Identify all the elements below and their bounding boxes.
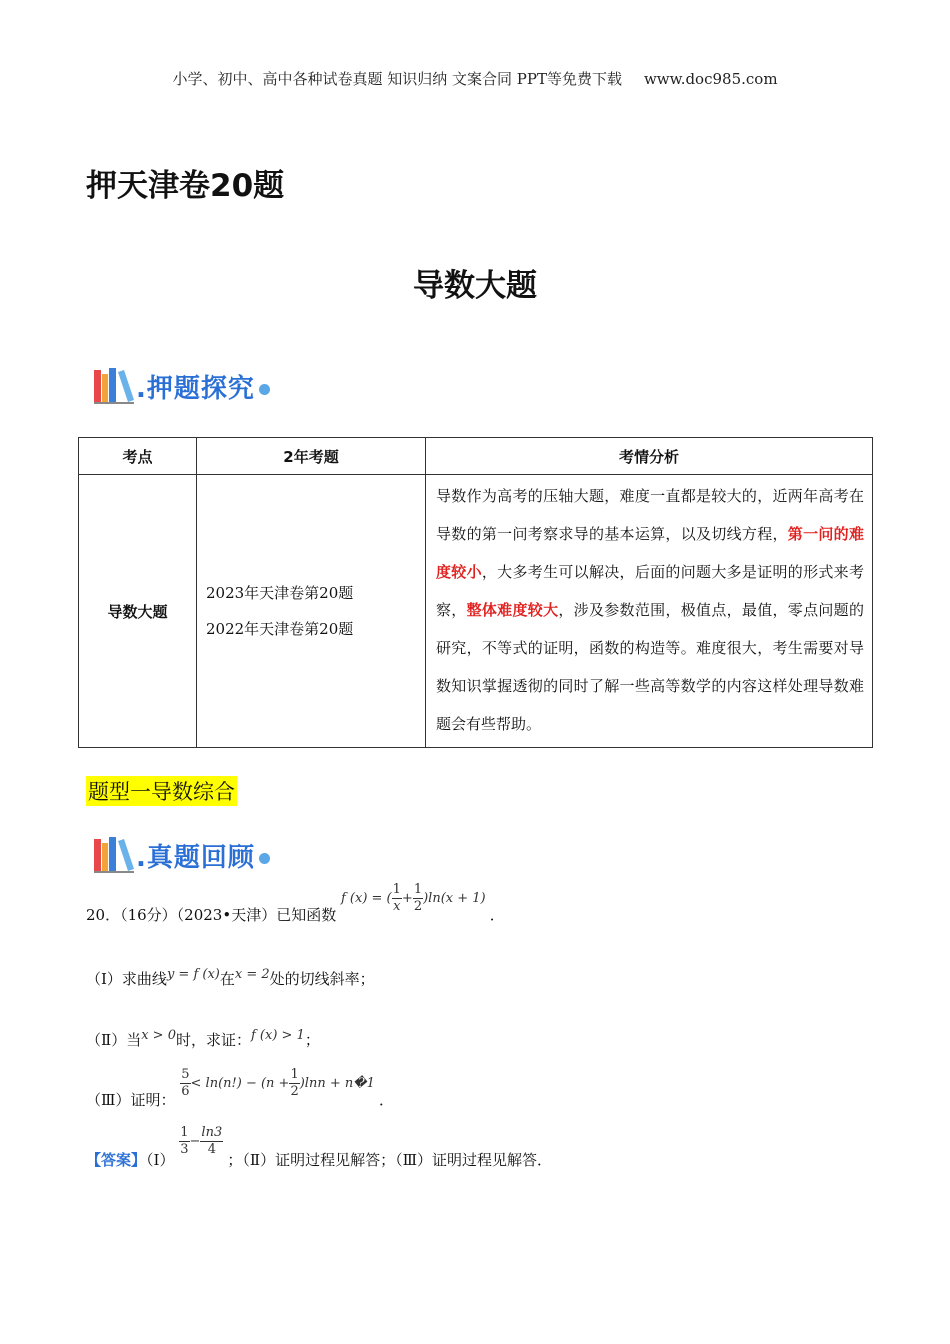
part-3 xyxy=(86,1067,394,1110)
col-header-analysis: 考情分析 xyxy=(426,438,873,475)
part-1-text: 处的切线斜率； xyxy=(269,970,375,988)
table-header-row xyxy=(79,438,873,475)
frac-den: 4 xyxy=(207,1142,216,1157)
frac-den: 2 xyxy=(290,1084,299,1099)
sub-title: 导数大题 xyxy=(413,268,537,304)
cell-point: 导数大题 xyxy=(79,475,197,748)
answer-line xyxy=(86,1125,553,1170)
fraction xyxy=(289,1067,299,1100)
part-2-math: x > 0 xyxy=(141,1028,176,1043)
formula-part: + xyxy=(401,891,413,906)
main-title: 押天津卷20题 xyxy=(86,168,285,204)
part-2-text: （Ⅱ）当 xyxy=(86,1031,142,1049)
dot-icon xyxy=(259,853,270,864)
desc-text: 导数作为高考的压轴大题，难度一直都是较大的，近两年高考在导数的第一问考察求导的基本运算，以及切线方程， xyxy=(436,487,864,543)
formula-part: )ln(x + 1) xyxy=(423,891,486,906)
part-3-end: ． xyxy=(378,1091,394,1109)
header-text: 小学、初中、高中各种试卷真题 知识归纳 文案合同 PPT等免费下载 xyxy=(172,70,622,88)
answer-formula xyxy=(179,1125,227,1157)
frac-num: 1 xyxy=(290,1067,299,1082)
frac-num: 1 xyxy=(392,882,401,897)
part-1 xyxy=(86,968,375,989)
frac-num: ln3 xyxy=(201,1125,223,1140)
part-3-text: （Ⅲ）证明： xyxy=(86,1091,176,1109)
part-1-math: x = 2 xyxy=(234,967,270,982)
part-2-text: ； xyxy=(304,1031,320,1049)
part-1-math: y = f (x) xyxy=(166,967,220,982)
books-icon xyxy=(92,835,136,875)
type-title: 题型一导数综合 xyxy=(86,776,237,806)
desc-highlight: 第一问的难度较小 xyxy=(436,525,864,581)
answer-text: （Ⅰ） xyxy=(146,1151,175,1169)
answer-tag: 【答案】 xyxy=(86,1151,147,1169)
cell-years xyxy=(197,475,426,748)
part-1-text: （Ⅰ）求曲线 xyxy=(86,970,167,988)
formula-part: − xyxy=(189,1134,201,1149)
frac-num: 5 xyxy=(181,1067,190,1082)
problem-intro-text: 20．（16分）（2023•天津）已知函数 xyxy=(86,906,337,924)
problem-intro xyxy=(86,882,505,925)
frac-num: 1 xyxy=(413,882,423,897)
banner-exploration-label: .押题探究 xyxy=(136,373,255,404)
part-2-math: f (x) > 1 xyxy=(250,1028,305,1043)
frac-num: 1 xyxy=(180,1125,189,1140)
problem-end: ． xyxy=(489,906,505,924)
col-header-point: 考点 xyxy=(79,438,197,475)
fraction xyxy=(200,1125,223,1158)
desc-text: ，涉及参数范围，极值点，最值，零点问题的研究，不等式的证明，函数的构造等。难度很大，考生需要对导数知识掌握透彻的同时了解一些高等数学的内容这样处理导数难题会有些帮助。 xyxy=(436,601,864,733)
answer-text: ；（Ⅱ）证明过程见解答；（Ⅲ）证明过程见解答． xyxy=(227,1151,553,1169)
desc-text: ，大多考生可以解决，后面的问题大多是证明的形式来考察， xyxy=(436,563,864,619)
fraction xyxy=(180,1067,190,1100)
part-3-formula xyxy=(180,1067,379,1099)
cell-analysis xyxy=(426,475,873,748)
page-header xyxy=(0,68,950,89)
function-formula xyxy=(340,882,490,914)
part-2-text: 时，求证： xyxy=(175,1031,251,1049)
part-2 xyxy=(86,1029,320,1050)
year-item: 2022年天津卷第20题 xyxy=(206,620,354,638)
fraction xyxy=(413,882,423,915)
dot-icon xyxy=(259,384,270,395)
fraction xyxy=(392,882,402,915)
year-item: 2023年天津卷第20题 xyxy=(206,584,354,602)
formula-part: f (x) = ( xyxy=(340,891,392,906)
frac-den: 6 xyxy=(181,1084,190,1099)
part-1-text: 在 xyxy=(219,970,235,988)
col-header-years: 2年考题 xyxy=(197,438,426,475)
table-row xyxy=(79,475,873,748)
banner-review xyxy=(92,833,270,877)
fraction xyxy=(179,1125,189,1158)
header-site[interactable]: www.doc985.com xyxy=(643,70,778,88)
formula-part: < ln(n!) − (n + xyxy=(190,1076,290,1091)
formula-part: )lnn + n�1 xyxy=(299,1076,375,1091)
banner-exploration xyxy=(92,364,270,408)
books-icon xyxy=(92,366,136,406)
analysis-table xyxy=(78,437,873,748)
banner-review-label: .真题回顾 xyxy=(136,842,255,873)
desc-highlight: 整体难度较大 xyxy=(466,601,559,619)
frac-den: 3 xyxy=(180,1142,189,1157)
frac-den: x xyxy=(393,899,401,914)
frac-den: 2 xyxy=(413,899,423,914)
